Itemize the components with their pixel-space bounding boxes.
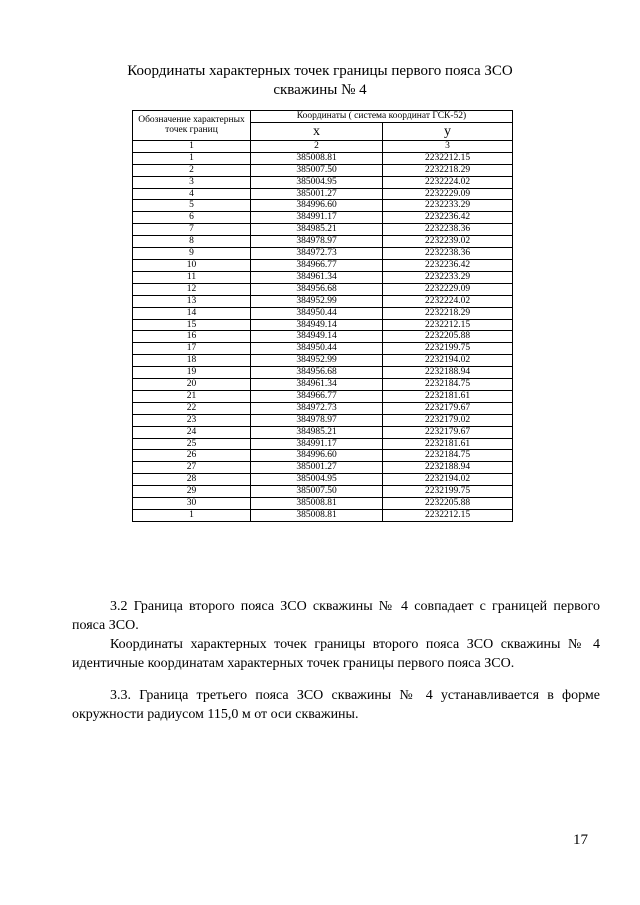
header-coordinates: Координаты ( система координат ГСК-52) xyxy=(251,111,513,123)
cell-y: 2232224.02 xyxy=(383,295,513,307)
cell-x: 385004.95 xyxy=(251,176,383,188)
table-row xyxy=(133,236,513,248)
table-row xyxy=(133,343,513,355)
cell-y: 2232194.02 xyxy=(383,474,513,486)
table-row xyxy=(133,295,513,307)
cell-x: 384972.73 xyxy=(251,402,383,414)
cell-x: 384966.77 xyxy=(251,390,383,402)
cell-y: 2232238.36 xyxy=(383,248,513,260)
cell-y: 2232179.67 xyxy=(383,402,513,414)
coordinates-table xyxy=(132,110,513,522)
header-designation: Обозначение характерных точек границ xyxy=(133,111,251,141)
cell-x: 384956.68 xyxy=(251,283,383,295)
cell-point: 10 xyxy=(133,259,251,271)
cell-y: 2232224.02 xyxy=(383,176,513,188)
table-body xyxy=(133,152,513,521)
table-row xyxy=(133,367,513,379)
cell-y: 2232205.88 xyxy=(383,331,513,343)
cell-point: 6 xyxy=(133,212,251,224)
cell-point: 25 xyxy=(133,438,251,450)
table-row xyxy=(133,188,513,200)
cell-point: 13 xyxy=(133,295,251,307)
table-row xyxy=(133,248,513,260)
cell-y: 2232218.29 xyxy=(383,307,513,319)
paragraph-text: Координаты характерных точек границы второго пояса ЗСО скважины № 4 идентичные координатам характерных точек границы первого пояса ЗСО. xyxy=(72,637,600,671)
cell-x: 385007.50 xyxy=(251,164,383,176)
cell-y: 2232179.02 xyxy=(383,414,513,426)
cell-y: 2232179.67 xyxy=(383,426,513,438)
cell-point: 24 xyxy=(133,426,251,438)
cell-point: 23 xyxy=(133,414,251,426)
cell-point: 21 xyxy=(133,390,251,402)
cell-y: 2232233.29 xyxy=(383,200,513,212)
table-row xyxy=(133,486,513,498)
cell-x: 384972.73 xyxy=(251,248,383,260)
cell-y: 2232229.09 xyxy=(383,283,513,295)
paragraph-coordinates-note xyxy=(72,635,600,673)
cell-y: 2232238.36 xyxy=(383,224,513,236)
table-title xyxy=(0,62,640,100)
cell-x: 384961.34 xyxy=(251,379,383,391)
table-row xyxy=(133,438,513,450)
cell-y: 2232184.75 xyxy=(383,450,513,462)
cell-x: 384978.97 xyxy=(251,236,383,248)
cell-point: 20 xyxy=(133,379,251,391)
cell-y: 2232233.29 xyxy=(383,271,513,283)
cell-point: 27 xyxy=(133,462,251,474)
table-row xyxy=(133,176,513,188)
cell-point: 26 xyxy=(133,450,251,462)
table-row xyxy=(133,200,513,212)
page-number: 17 xyxy=(573,832,588,848)
col-number-1: 1 xyxy=(133,140,251,152)
cell-point: 19 xyxy=(133,367,251,379)
cell-x: 384949.14 xyxy=(251,319,383,331)
cell-x: 385008.81 xyxy=(251,152,383,164)
cell-x: 384949.14 xyxy=(251,331,383,343)
table-row xyxy=(133,379,513,391)
cell-point: 7 xyxy=(133,224,251,236)
table-row xyxy=(133,152,513,164)
table-row xyxy=(133,474,513,486)
cell-point: 1 xyxy=(133,152,251,164)
cell-point: 22 xyxy=(133,402,251,414)
cell-point: 16 xyxy=(133,331,251,343)
title-line-1: Координаты характерных точек границы первого пояса ЗСО xyxy=(127,63,513,79)
cell-y: 2232205.88 xyxy=(383,498,513,510)
cell-x: 384952.99 xyxy=(251,295,383,307)
paragraph-text: 3.3. Граница третьего пояса ЗСО скважины № 4 устанавливается в форме окружности радиусом 115,0 м от оси скважины. xyxy=(72,688,600,722)
cell-point: 12 xyxy=(133,283,251,295)
paragraph-3-3 xyxy=(72,686,600,724)
cell-y: 2232212.15 xyxy=(383,152,513,164)
cell-x: 384985.21 xyxy=(251,224,383,236)
table-row xyxy=(133,271,513,283)
cell-y: 2232188.94 xyxy=(383,462,513,474)
cell-point: 28 xyxy=(133,474,251,486)
cell-y: 2232239.02 xyxy=(383,236,513,248)
table-row xyxy=(133,319,513,331)
cell-x: 384991.17 xyxy=(251,438,383,450)
cell-x: 384950.44 xyxy=(251,307,383,319)
table-row xyxy=(133,355,513,367)
cell-y: 2232181.61 xyxy=(383,390,513,402)
cell-point: 1 xyxy=(133,510,251,522)
table-row xyxy=(133,164,513,176)
cell-x: 384996.60 xyxy=(251,450,383,462)
cell-x: 384961.34 xyxy=(251,271,383,283)
cell-point: 18 xyxy=(133,355,251,367)
cell-x: 384950.44 xyxy=(251,343,383,355)
cell-point: 2 xyxy=(133,164,251,176)
cell-point: 3 xyxy=(133,176,251,188)
cell-y: 2232199.75 xyxy=(383,343,513,355)
cell-y: 2232199.75 xyxy=(383,486,513,498)
cell-point: 29 xyxy=(133,486,251,498)
cell-y: 2232194.02 xyxy=(383,355,513,367)
table-row xyxy=(133,462,513,474)
cell-y: 2232188.94 xyxy=(383,367,513,379)
table-row xyxy=(133,307,513,319)
table-row xyxy=(133,283,513,295)
cell-y: 2232212.15 xyxy=(383,319,513,331)
cell-x: 385008.81 xyxy=(251,498,383,510)
cell-point: 14 xyxy=(133,307,251,319)
table-row xyxy=(133,390,513,402)
cell-x: 385001.27 xyxy=(251,462,383,474)
paragraph-3-2 xyxy=(72,597,600,635)
cell-point: 11 xyxy=(133,271,251,283)
table-row xyxy=(133,426,513,438)
cell-x: 384952.99 xyxy=(251,355,383,367)
table-row xyxy=(133,450,513,462)
table-row xyxy=(133,212,513,224)
paragraph-text: 3.2 Граница второго пояса ЗСО скважины № 4 совпадает с границей первого пояса ЗСО. xyxy=(72,599,600,633)
cell-y: 2232229.09 xyxy=(383,188,513,200)
cell-x: 385001.27 xyxy=(251,188,383,200)
cell-y: 2232236.42 xyxy=(383,212,513,224)
table-row xyxy=(133,414,513,426)
table-row xyxy=(133,498,513,510)
cell-y: 2232218.29 xyxy=(383,164,513,176)
cell-point: 30 xyxy=(133,498,251,510)
cell-x: 384956.68 xyxy=(251,367,383,379)
cell-point: 8 xyxy=(133,236,251,248)
cell-x: 384966.77 xyxy=(251,259,383,271)
table-row xyxy=(133,402,513,414)
title-line-2: скважины № 4 xyxy=(273,82,367,98)
table-row xyxy=(133,224,513,236)
cell-x: 385004.95 xyxy=(251,474,383,486)
cell-x: 384996.60 xyxy=(251,200,383,212)
cell-point: 15 xyxy=(133,319,251,331)
cell-x: 385007.50 xyxy=(251,486,383,498)
cell-point: 17 xyxy=(133,343,251,355)
cell-x: 384991.17 xyxy=(251,212,383,224)
cell-point: 9 xyxy=(133,248,251,260)
cell-y: 2232236.42 xyxy=(383,259,513,271)
cell-y: 2232181.61 xyxy=(383,438,513,450)
cell-y: 2232212.15 xyxy=(383,510,513,522)
table-row xyxy=(133,510,513,522)
cell-x: 384978.97 xyxy=(251,414,383,426)
table-row xyxy=(133,331,513,343)
cell-y: 2232184.75 xyxy=(383,379,513,391)
cell-x: 384985.21 xyxy=(251,426,383,438)
cell-x: 385008.81 xyxy=(251,510,383,522)
header-y: у xyxy=(383,122,513,140)
col-number-2: 2 xyxy=(251,140,383,152)
header-x: x xyxy=(251,122,383,140)
col-number-3: 3 xyxy=(383,140,513,152)
cell-point: 4 xyxy=(133,188,251,200)
cell-point: 5 xyxy=(133,200,251,212)
table-row xyxy=(133,259,513,271)
